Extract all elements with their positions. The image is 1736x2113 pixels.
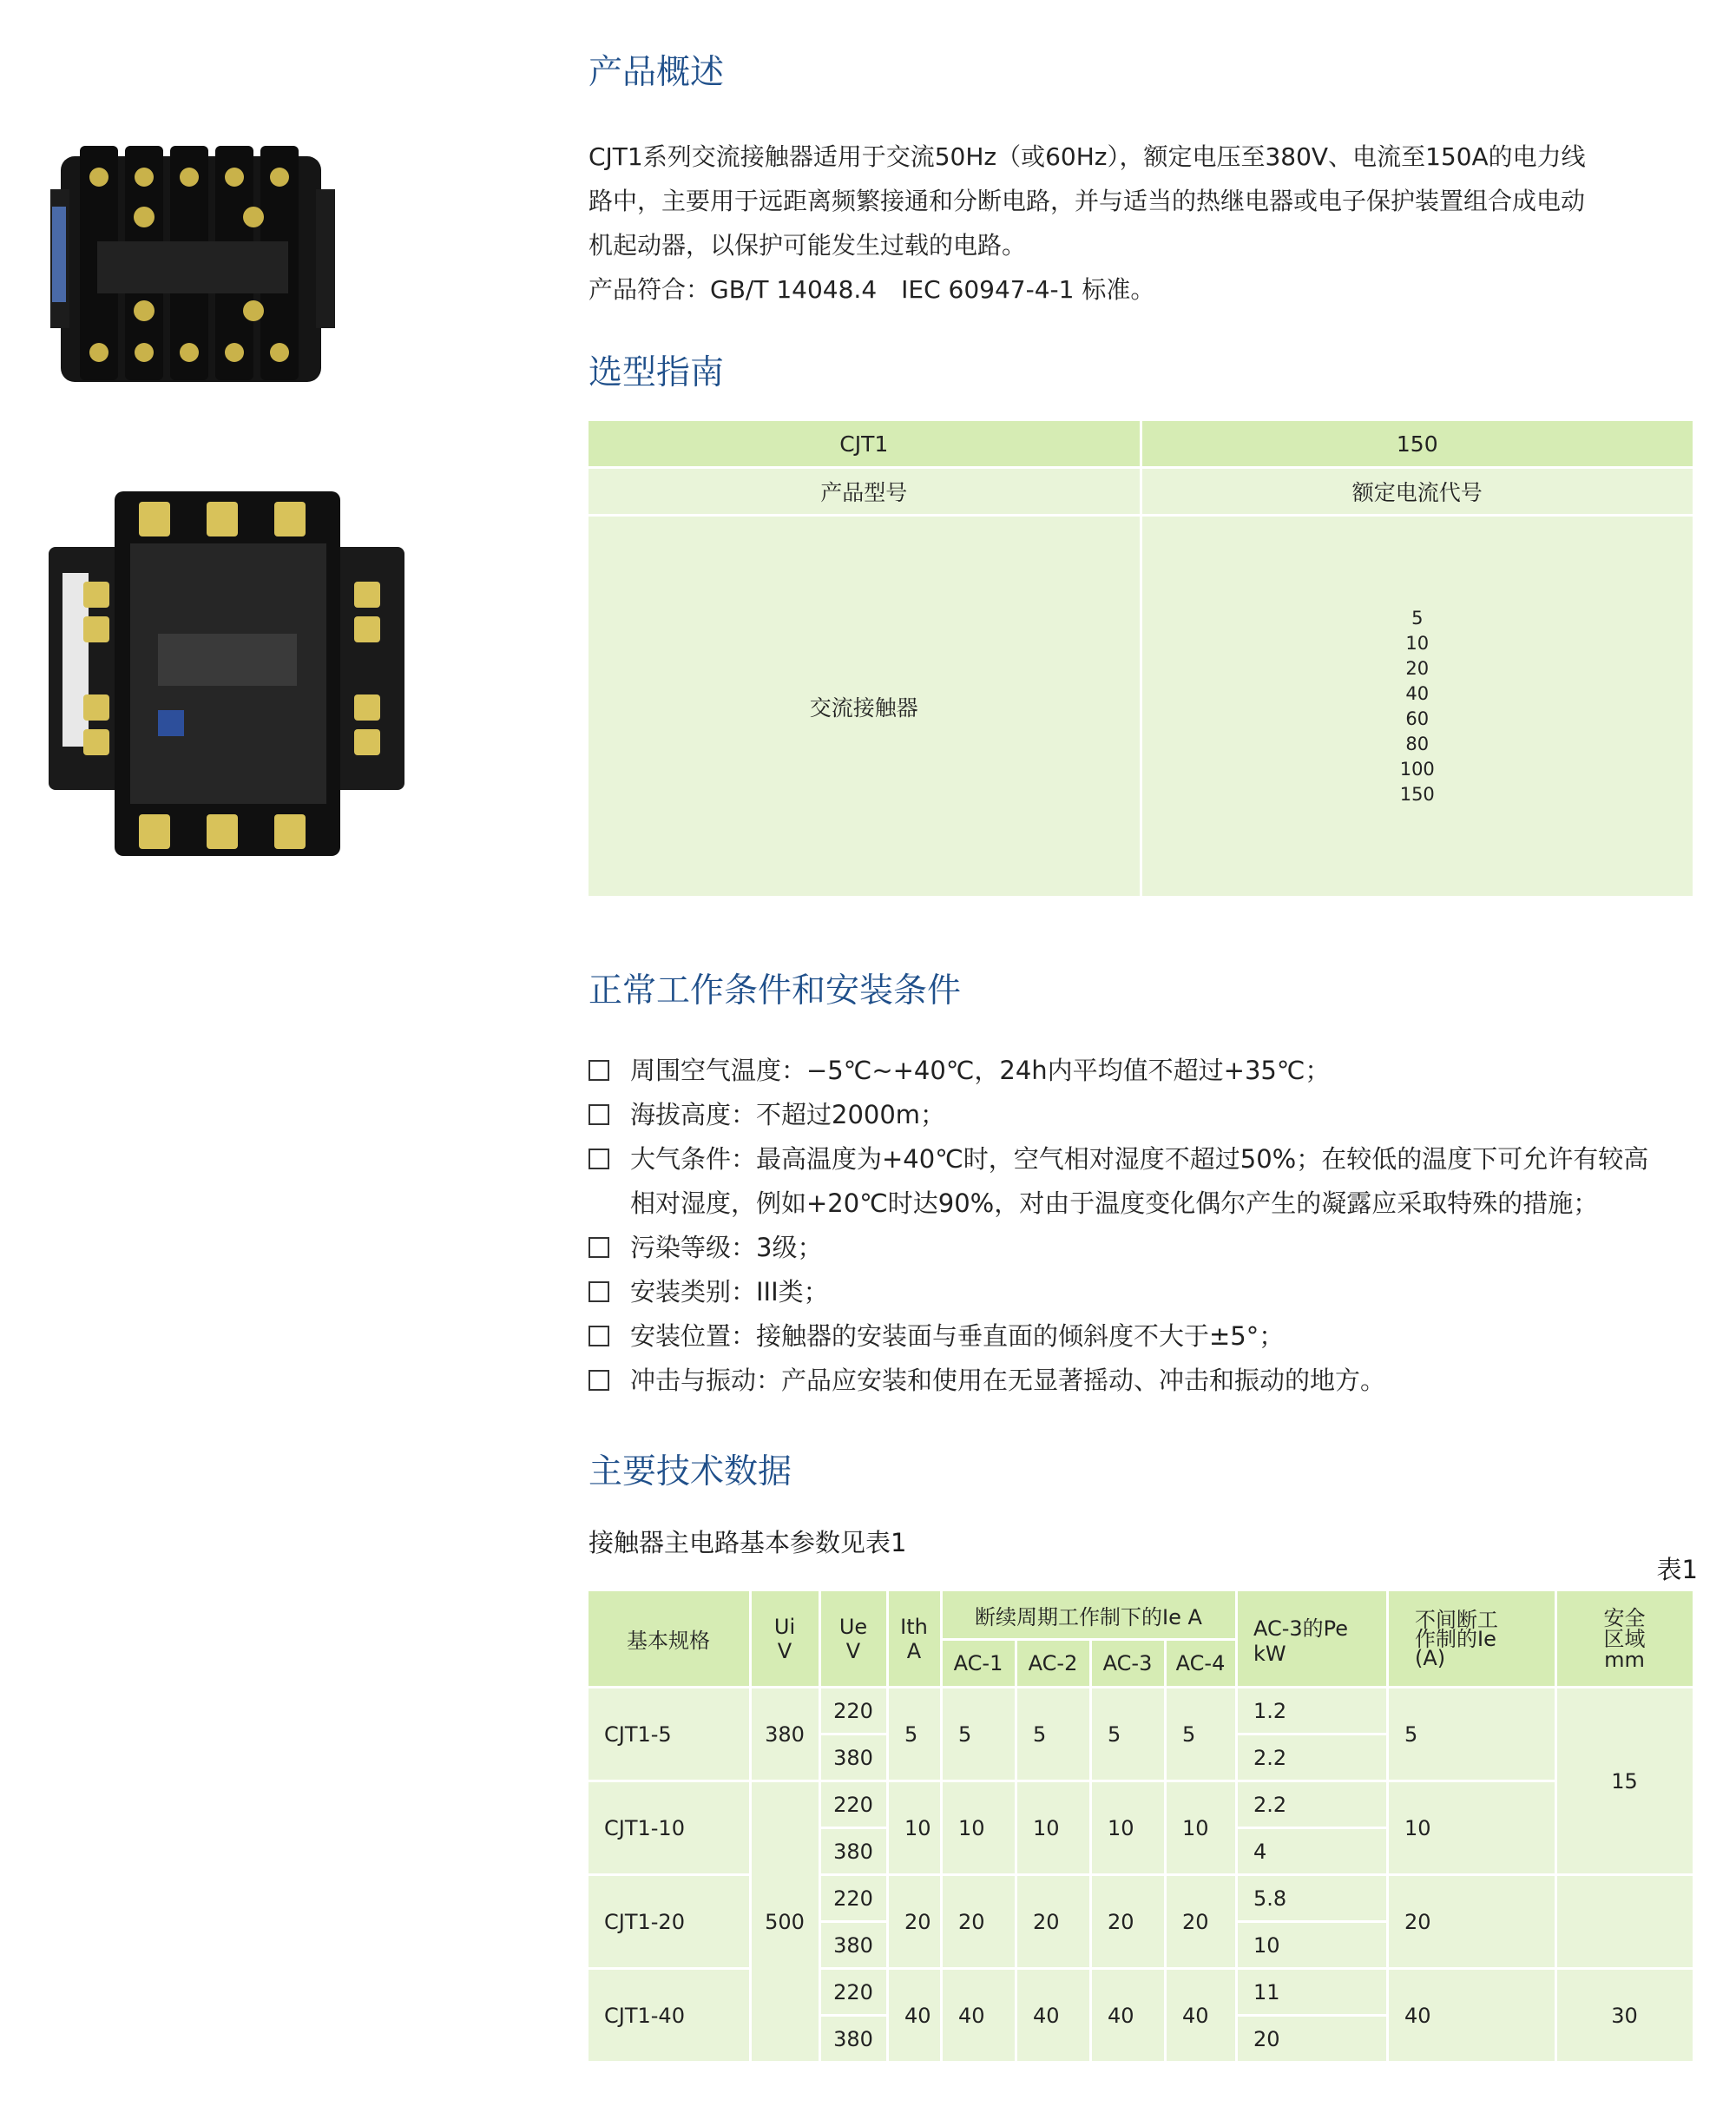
- col-ue-unit: V: [845, 1638, 861, 1663]
- cell-pe: 11: [1238, 1970, 1386, 2014]
- checkbox-icon: [589, 1104, 609, 1125]
- cell-continuous: 40: [1389, 1970, 1555, 2061]
- col-safe-line: mm: [1604, 1647, 1645, 1672]
- cell-ue: 220: [821, 1782, 886, 1827]
- condition-item: [589, 1049, 1708, 1093]
- cell-ui: 500: [752, 1782, 819, 2061]
- col-ac1: AC-1: [943, 1641, 1015, 1686]
- cell-ue: 380: [821, 1735, 886, 1780]
- current-code: 5: [1411, 607, 1424, 629]
- selection-head-model: CJT1: [589, 421, 1140, 466]
- contactor-photo-top: [45, 137, 340, 398]
- col-ui-label: Ui: [773, 1614, 796, 1639]
- cell-pe: 20: [1238, 2017, 1386, 2061]
- cell-spec: CJT1-10: [589, 1782, 749, 1873]
- overview-line: 机起动器，以保护可能发生过载的电路。: [589, 231, 1027, 260]
- condition-text: 冲击与振动：产品应安装和使用在无显著摇动、冲击和振动的地方。: [630, 1366, 1386, 1395]
- overview-line: CJT1系列交流接触器适用于交流50Hz（或60Hz），额定电压至380V、电流至150A的电力线: [589, 142, 1586, 171]
- cell-ac4: 5: [1167, 1688, 1235, 1780]
- cell-ue: 220: [821, 1876, 886, 1920]
- condition-item: [589, 1359, 1708, 1403]
- col-ith-label: Ith: [900, 1614, 928, 1639]
- col-pe: [1238, 1591, 1386, 1686]
- cell-spec: CJT1-5: [589, 1688, 749, 1780]
- cell-ue: 380: [821, 1829, 886, 1873]
- condition-text: 安装位置：接触器的安装面与垂直面的倾斜度不大于±5°；: [630, 1321, 1285, 1351]
- current-code: 10: [1405, 632, 1430, 654]
- col-ui-unit: V: [777, 1638, 792, 1663]
- cell-ac1: 10: [943, 1782, 1015, 1873]
- condition-item: [589, 1137, 1708, 1182]
- col-ac2: AC-2: [1017, 1641, 1089, 1686]
- cell-ac2: 5: [1017, 1688, 1089, 1780]
- cell-safe: 15: [1557, 1688, 1693, 1873]
- cell-ue: 380: [821, 1923, 886, 1967]
- col-continuous-line: 不间断工: [1415, 1607, 1498, 1632]
- condition-text: 安装类别：III类；: [630, 1277, 829, 1307]
- col-spec: 基本规格: [589, 1591, 749, 1686]
- cell-pe: 2.2: [1238, 1782, 1386, 1827]
- table-row: [589, 1782, 1693, 1827]
- col-ac4: AC-4: [1167, 1641, 1235, 1686]
- tech-title: 主要技术数据: [589, 1452, 792, 1491]
- cell-spec: CJT1-20: [589, 1876, 749, 1967]
- tech-note: 接触器主电路基本参数见表1: [589, 1528, 907, 1557]
- cell-pe: 2.2: [1238, 1735, 1386, 1780]
- overview-title: 产品概述: [589, 53, 725, 92]
- cell-pe: 10: [1238, 1923, 1386, 1967]
- condition-text: 污染等级：3级；: [630, 1233, 823, 1262]
- current-code: 80: [1405, 733, 1430, 754]
- selection-codes: [1142, 517, 1693, 896]
- table-row: [589, 1688, 1693, 1733]
- cell-pe: 1.2: [1238, 1688, 1386, 1733]
- col-intermittent: 断续周期工作制下的Ie A: [943, 1591, 1235, 1638]
- current-code: 100: [1399, 758, 1435, 780]
- col-pe-unit: kW: [1253, 1642, 1286, 1666]
- condition-text: 海拔高度：不超过2000m；: [630, 1100, 946, 1129]
- condition-item: [589, 1270, 1708, 1314]
- cell-ac3: 40: [1092, 1970, 1164, 2061]
- table-id: 表1: [1656, 1555, 1698, 1584]
- checkbox-icon: [589, 1281, 609, 1302]
- cell-safe-blank: [1557, 1876, 1693, 1967]
- cell-ith: 20: [889, 1876, 940, 1967]
- cell-ue: 380: [821, 2017, 886, 2061]
- selection-head-current: 150: [1142, 421, 1693, 466]
- col-continuous-line: (A): [1415, 1645, 1446, 1670]
- cell-continuous: 20: [1389, 1876, 1555, 1967]
- cell-ac4: 10: [1167, 1782, 1235, 1873]
- cell-ac1: 5: [943, 1688, 1015, 1780]
- cell-ith: 40: [889, 1970, 940, 2061]
- cell-ui: 380: [752, 1688, 819, 1780]
- cell-spec: CJT1-40: [589, 1970, 749, 2061]
- cell-pe: 4: [1238, 1829, 1386, 1873]
- condition-item: [589, 1226, 1708, 1270]
- col-ith-unit: A: [906, 1638, 922, 1663]
- current-code: 60: [1405, 708, 1430, 729]
- checkbox-icon: [589, 1237, 609, 1258]
- conditions-list: [589, 1049, 1708, 1403]
- cell-ac2: 40: [1017, 1970, 1089, 2061]
- cell-ith: 10: [889, 1782, 940, 1873]
- overview-line: 路中，主要用于远距离频繁接通和分断电路，并与适当的热继电器或电子保护装置组合成电动: [589, 187, 1586, 215]
- col-continuous-line: 作制的Ie: [1415, 1626, 1496, 1651]
- col-ue-label: Ue: [838, 1614, 868, 1639]
- col-ith: [889, 1591, 940, 1686]
- cell-ac1: 40: [943, 1970, 1015, 2061]
- cell-continuous: 5: [1389, 1688, 1555, 1780]
- cell-ac2: 20: [1017, 1876, 1089, 1967]
- cell-continuous: 10: [1389, 1782, 1555, 1873]
- cell-ac4: 40: [1167, 1970, 1235, 2061]
- col-safe-line: 安全: [1603, 1605, 1646, 1630]
- overview-paragraph: [589, 135, 1708, 312]
- col-pe-label: AC-3的Pe: [1253, 1616, 1349, 1641]
- col-ui: [752, 1591, 819, 1686]
- cell-ith: 5: [889, 1688, 940, 1780]
- selection-table: [586, 418, 1695, 899]
- selection-title: 选型指南: [589, 353, 725, 392]
- col-ue: [821, 1591, 886, 1686]
- cell-ue: 220: [821, 1970, 886, 2014]
- condition-item: [589, 1093, 1708, 1137]
- cell-ac2: 10: [1017, 1782, 1089, 1873]
- contactor-photo-front: [45, 486, 410, 868]
- selection-label-current: 额定电流代号: [1142, 469, 1693, 514]
- col-safe: [1557, 1591, 1693, 1686]
- checkbox-icon: [589, 1370, 609, 1391]
- cell-safe: 30: [1557, 1970, 1693, 2061]
- condition-text: 相对湿度，例如+20℃时达90%，对由于温度变化偶尔产生的凝露应采取特殊的措施；: [630, 1188, 1599, 1218]
- col-ac3: AC-3: [1092, 1641, 1164, 1686]
- overview-standard: 产品符合：GB/T 14048.4 IEC 60947-4-1 标准。: [589, 275, 1155, 304]
- col-continuous: [1389, 1591, 1555, 1686]
- conditions-title: 正常工作条件和安装条件: [589, 971, 962, 1010]
- selection-label-model: 产品型号: [589, 469, 1140, 514]
- col-safe-line: 区域: [1603, 1626, 1646, 1651]
- checkbox-icon: [589, 1326, 609, 1346]
- cell-ac4: 20: [1167, 1876, 1235, 1967]
- condition-text: 大气条件：最高温度为+40℃时，空气相对湿度不超过50%；在较低的温度下可允许有较高: [630, 1144, 1649, 1174]
- checkbox-icon: [589, 1060, 609, 1081]
- condition-item-continued: [589, 1182, 1708, 1226]
- selection-product: 交流接触器: [589, 517, 1140, 896]
- condition-text: 周围空气温度：−5℃~+40℃，24h内平均值不超过+35℃；: [630, 1056, 1331, 1085]
- tech-table: [586, 1589, 1695, 2064]
- cell-ac3: 5: [1092, 1688, 1164, 1780]
- current-code: 20: [1405, 657, 1430, 679]
- current-code: 150: [1399, 783, 1435, 805]
- cell-ac3: 20: [1092, 1876, 1164, 1967]
- cell-ac1: 20: [943, 1876, 1015, 1967]
- current-code: 40: [1405, 682, 1430, 704]
- checkbox-icon: [589, 1149, 609, 1169]
- condition-item: [589, 1314, 1708, 1359]
- cell-pe: 5.8: [1238, 1876, 1386, 1920]
- cell-ue: 220: [821, 1688, 886, 1733]
- cell-ac3: 10: [1092, 1782, 1164, 1873]
